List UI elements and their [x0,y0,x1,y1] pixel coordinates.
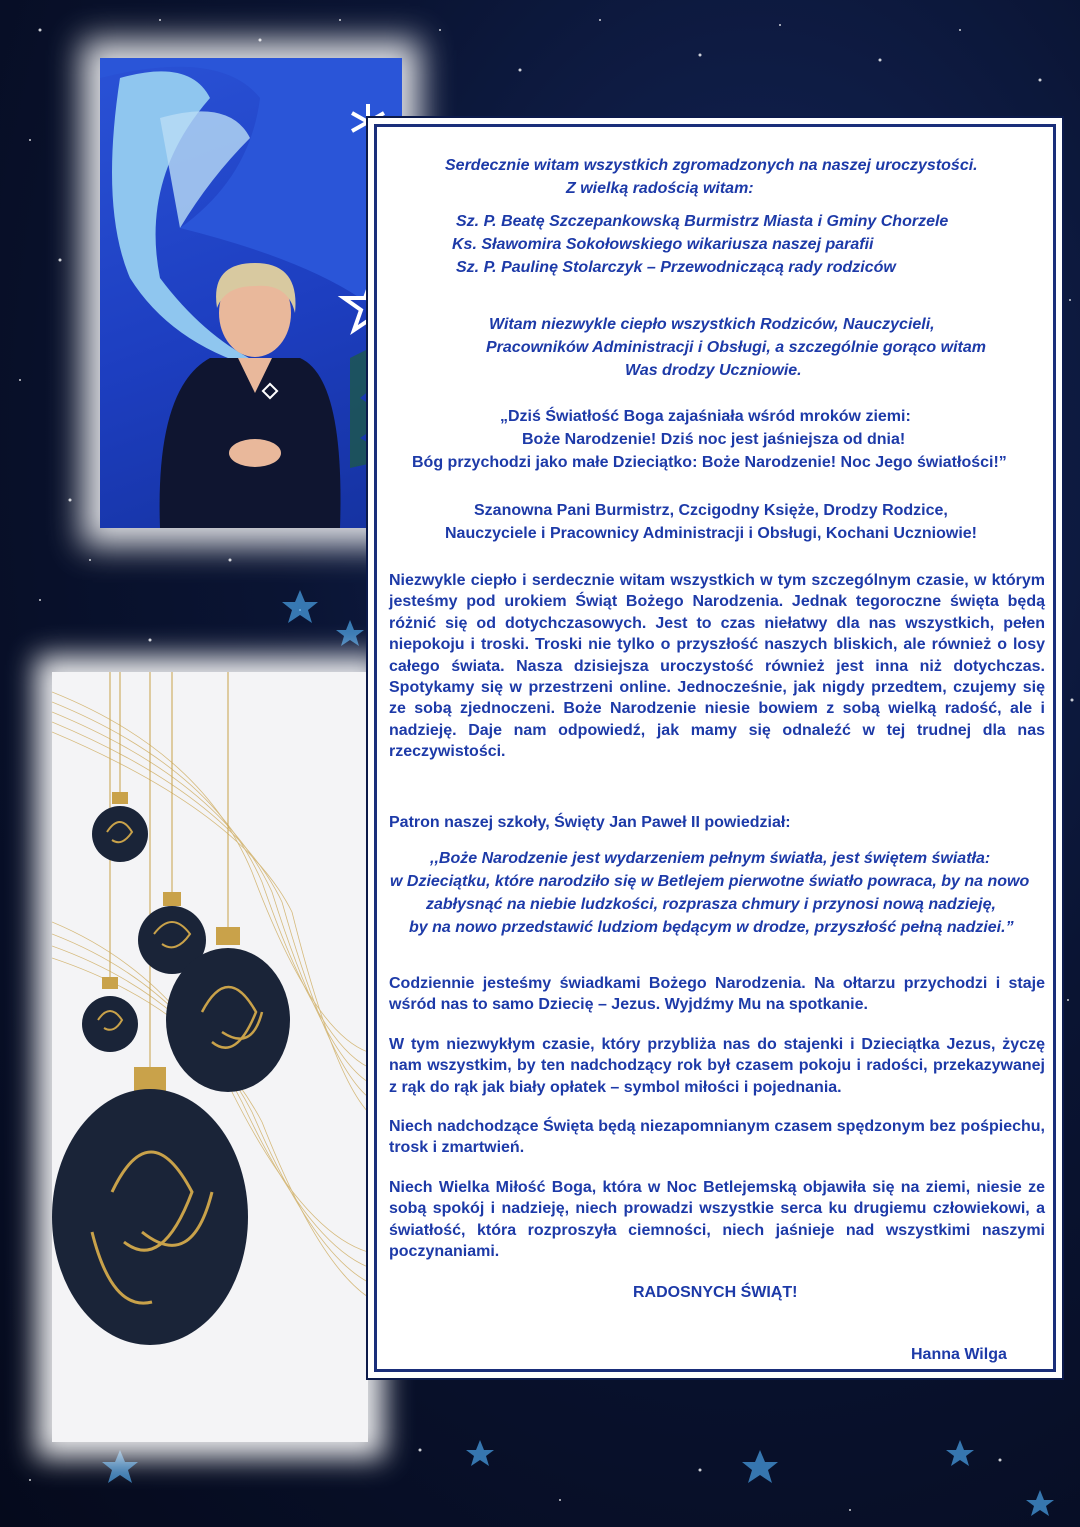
portrait-photo [100,58,402,528]
quote-line: „Dziś Światłość Boga zajaśniała wśród mroków ziemi: [500,408,911,425]
ornament-ball-3 [82,977,138,1052]
closing-wishes: RADOSNYCH ŚWIĄT! [633,1284,798,1301]
quote-line: Bóg przychodzi jako małe Dzieciątko: Boże Narodzenie! Noc Jego światłości!” [412,454,1007,471]
patron-intro: Patron naszej szkoły, Święty Jan Paweł II powiedział: [389,814,791,831]
patron-quote-line: ,,Boże Narodzenie jest wydarzeniem pełnym światła, jest świętem światła: [430,850,991,867]
address-line: Nauczyciele i Pracownicy Administracji i Obsługi, Kochani Uczniowie! [445,525,977,542]
greeting-line: Serdecznie witam wszystkich zgromadzonych na naszej uroczystości. [445,157,978,174]
body-paragraph: Codziennie jesteśmy świadkami Bożego Narodzenia. Na ołtarzu przychodzi i staje wśród nas to samo Dziecię – Jezus. Wyjdźmy Mu na spotkanie. [389,975,1045,1014]
guest-item: Sz. P. Beatę Szczepankowską Burmistrz Miasta i Gminy Chorzele [456,213,949,230]
quote-line: Boże Narodzenie! Dziś noc jest jaśniejsza od dnia! [522,431,906,448]
greeting-subline: Z wielką radością witam: [566,180,754,197]
body-paragraph: Niech Wielka Miłość Boga, która w Noc Betlejemską objawiła się na ziemi, niesie ze sobą spokój i nadzieję, niech prowadzi wszystkie serca ku drugiemu człowiekowi, a światłość, która rozproszyła ciemności, niech jaśnieje nad wszystkimi naszymi poczynaniami. [389,1179,1045,1261]
guest-item: Sz. P. Paulinę Stolarczyk – Przewodniczącą rady rodziców [456,259,896,276]
patron-quote-line: by na nowo przedstawić ludziom będącym w drodze, przyszłość pełną nadziei.” [409,919,1014,936]
body-paragraph: Niezwykle ciepło i serdecznie witam wszystkich w tym szczególnym czasie, w którym jesteśmy pod urokiem Świąt Bożego Narodzenia. Jednak tegoroczne święta będą różnić się od dotychczasowych. Jest to czas niełatwy dla nas wszystkich, pełen niepokoju i troski. Troski nie tylko o przyszłość naszych bliskich, ale również o losy całego świata. Nasza dzisiejsza uroczystość również jest inna niż dotychczas. Spotykamy się w przestrzeni online. Jednocześnie, jak nigdy przedtem, czujemy się ze sobą zjednoczeni. Boże Narodzenie niesie bowiem z sobą wielką radość, ale i nadzieję. Daje nam odpowiedź, jak mamy się odnaleźć w tej trudnej dla nas rzeczywistości. [389,572,1045,761]
body-paragraph: Niech nadchodzące Święta będą niezapomnianym czasem spędzonym bez pośpiechu, trosk i zmartwień. [389,1118,1045,1157]
christmas-ornaments-image [52,672,368,1442]
ornament-ball-1 [92,792,148,862]
guest-item: Ks. Sławomira Sokołowskiego wikariusza naszej parafii [452,236,874,253]
patron-quote-line: w Dzieciątku, które narodziło się w Betlejem pierwotne światło powraca, by na nowo [390,873,1030,890]
body-paragraph: W tym niezwykłym czasie, który przybliża nas do stajenki i Dzieciątka Jezus, życzę nam wszystkim, by ten nadchodzący rok był czasem pokoju i radości, przekazywanej z rąk do rąk jak biały opłatek – symbol miłości i pojednania. [389,1036,1045,1096]
patron-quote-line: zabłysnąć na niebie ludzkości, rozprasza chmury i przynosi nową nadzieję, [426,896,996,913]
address-line: Szanowna Pani Burmistrz, Czcigodny Księże, Drodzy Rodzice, [474,502,948,519]
welcome-line: Witam niezwykle ciepło wszystkich Rodziców, Nauczycieli, [489,316,935,333]
welcome-line: Pracowników Administracji i Obsługi, a szczególnie gorąco witam [486,339,986,356]
ornament-ball-5 [52,1067,248,1345]
welcome-line: Was drodzy Uczniowie. [625,362,802,379]
signature: Hanna Wilga [911,1346,1007,1363]
